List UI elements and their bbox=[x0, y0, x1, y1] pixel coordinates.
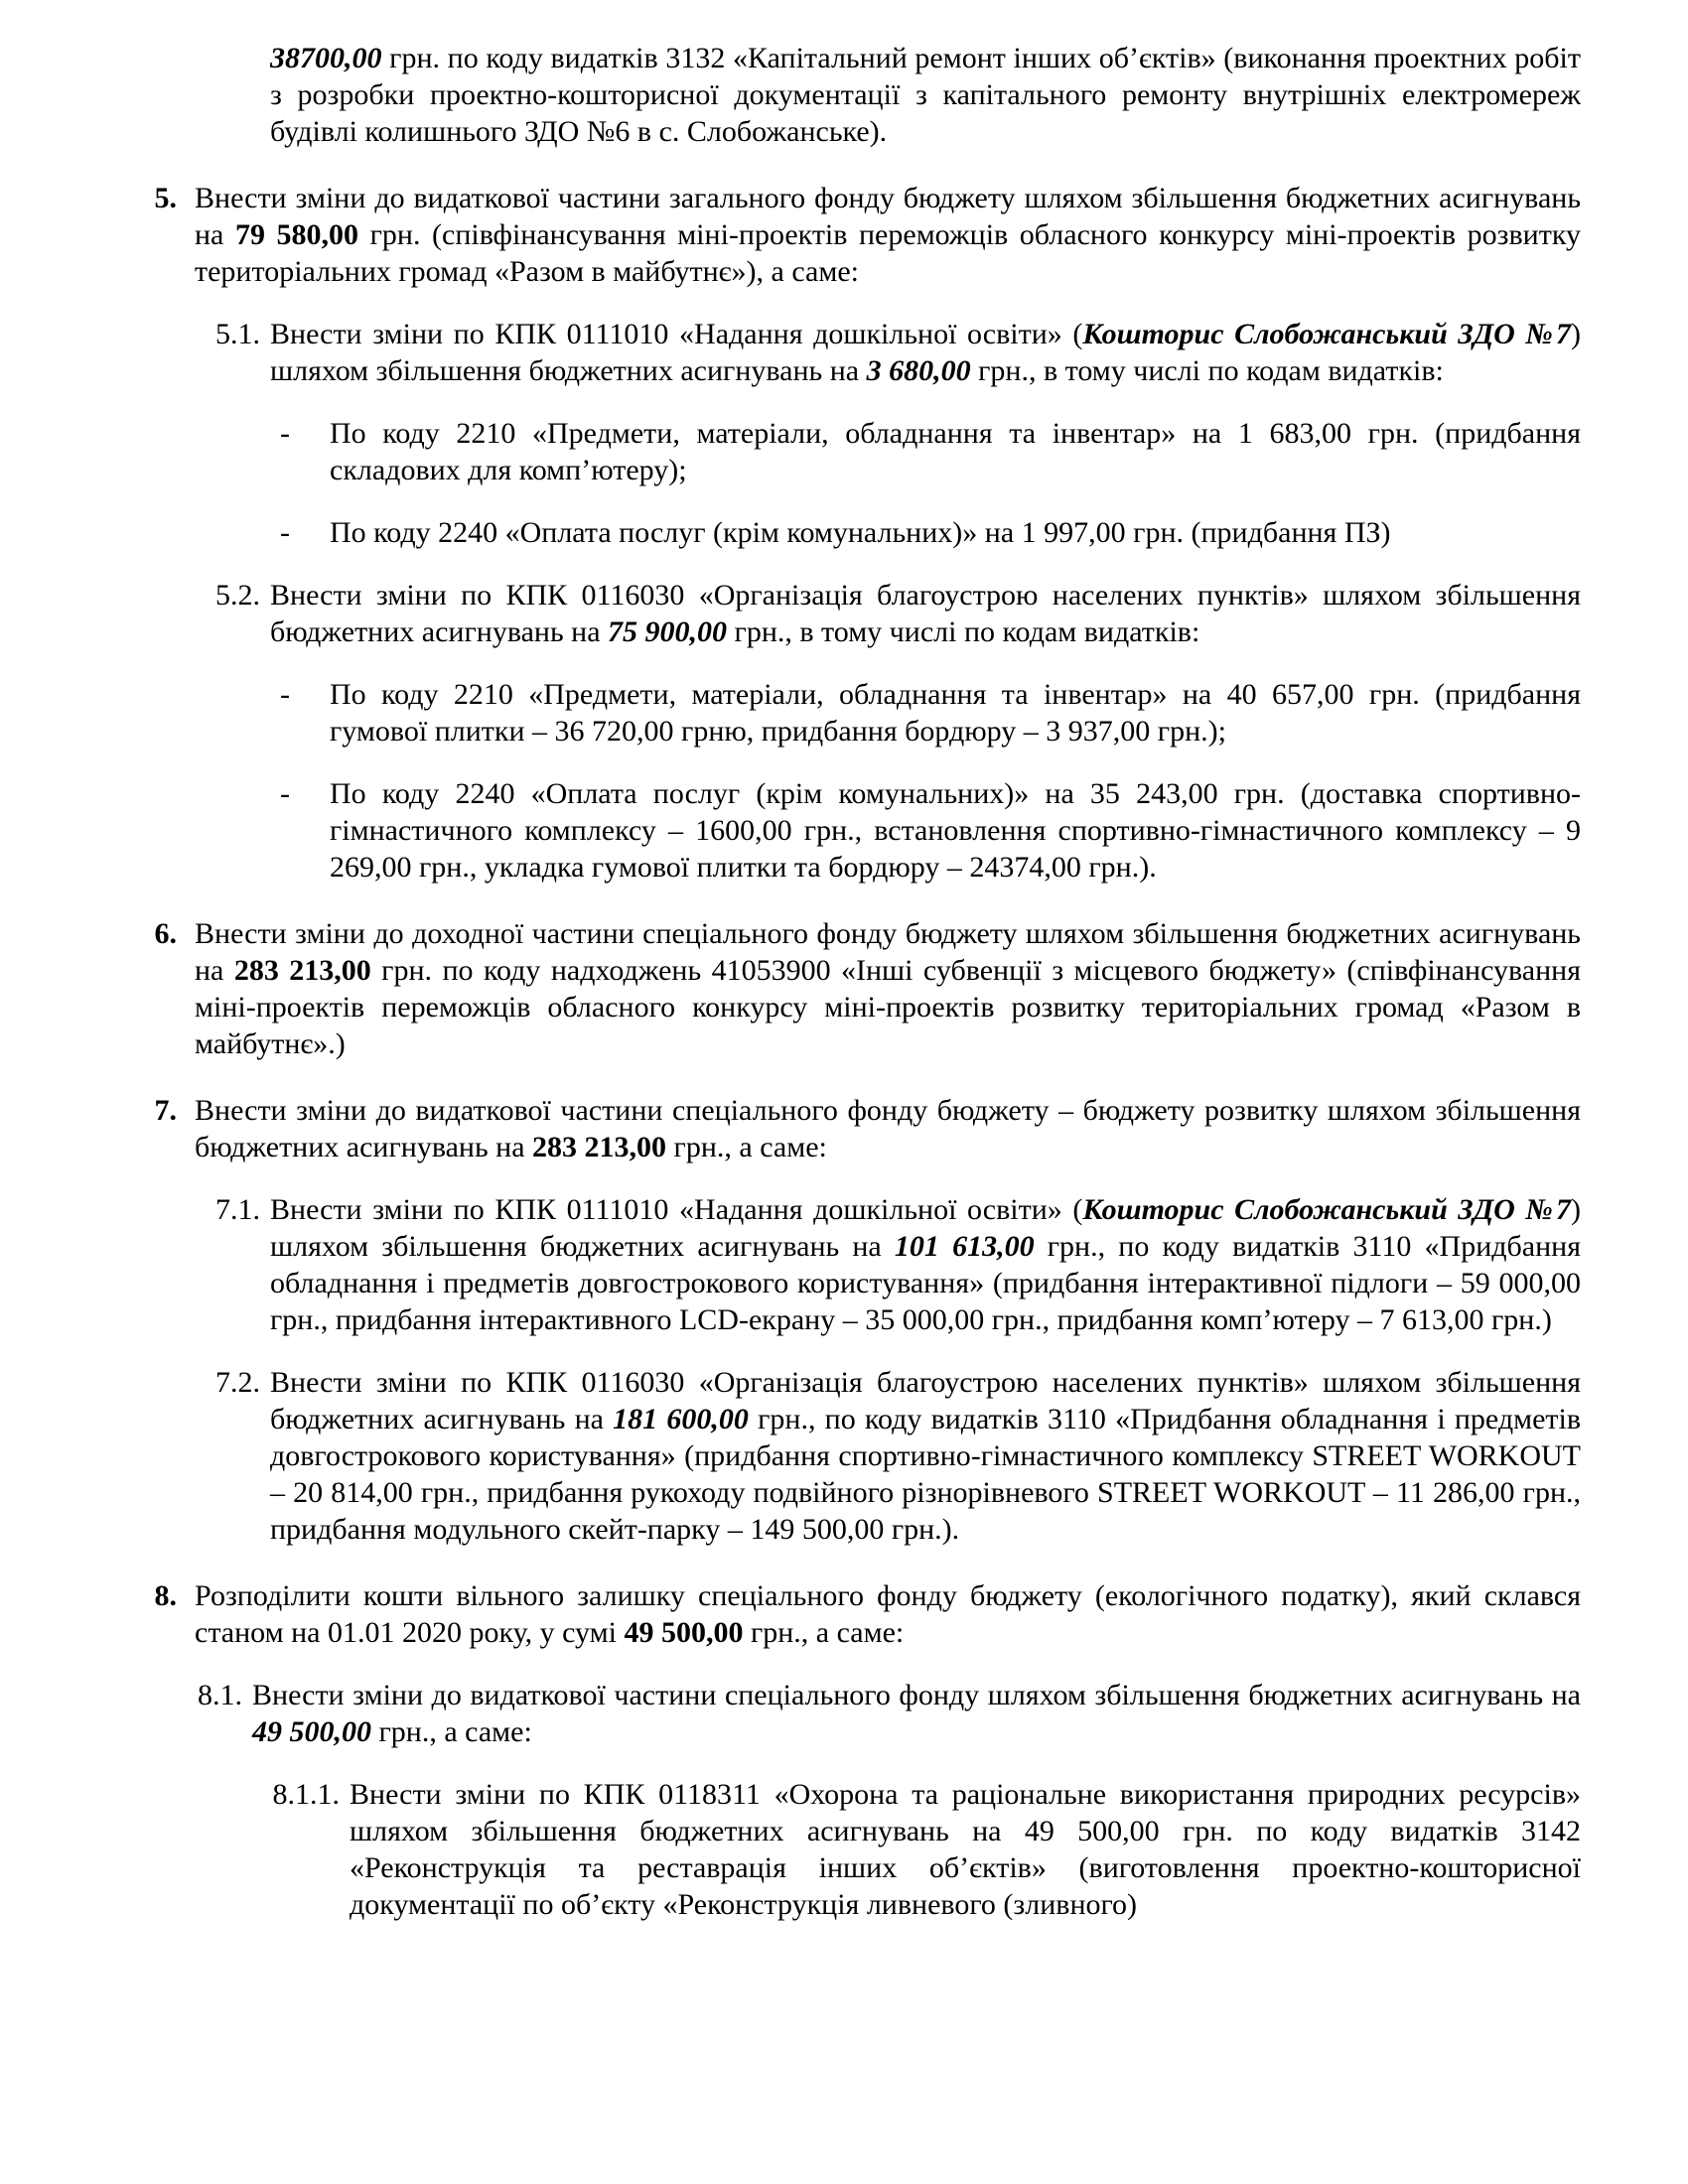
amount: 283 213,00 bbox=[233, 954, 371, 987]
paragraph-text: грн. по коду видатків 3132 «Капітальний ремонт інших об’єктів» (виконання проектних робіт з розробки проектно-кошторисної документації з капітального ремонту внутрішніх електромереж будівлі колишнього ЗДО №6 в с. Слобожанське). bbox=[270, 42, 1581, 148]
item-8-1 bbox=[0, 1677, 1581, 1750]
dash-item bbox=[0, 775, 1581, 886]
item-7-1 bbox=[0, 1191, 1581, 1338]
item-7-2 bbox=[0, 1364, 1581, 1548]
item-text: Внести зміни по КПК 0111010 «Надання дошкільної освіти» (Кошторис Слобожанський ЗДО №7) шляхом збільшення бюджетних асигнувань на 101 613,00 грн., по коду видатків 3110 «Придбання обладнання і предметів довгострокового користування» (придбання інтерактивної підлоги – 59 000,00 грн., придбання інтерактивного LCD-екрану – 35 000,00 грн., придбання комп’ютеру – 7 613,00 грн.) bbox=[270, 1193, 1581, 1336]
item-number: 8. bbox=[154, 1579, 177, 1612]
item-number: 6. bbox=[154, 917, 177, 950]
dash-item bbox=[0, 514, 1581, 551]
dash-text: По коду 2240 «Оплата послуг (крім комунальних)» на 35 243,00 грн. (доставка спортивно-гімнастичного комплексу – 1600,00 грн., встановлення спортивно-гімнастичного комплексу – 9 269,00 грн., укладка гумової плитки та бордюру – 24374,00 грн.). bbox=[330, 777, 1581, 884]
item-5-2 bbox=[0, 577, 1581, 650]
item-5-1 bbox=[0, 316, 1581, 389]
amount: 49 500,00 bbox=[624, 1616, 744, 1649]
amount: 49 500,00 bbox=[252, 1715, 371, 1748]
dash-text: По коду 2210 «Предмети, матеріали, обладнання та інвентар» на 1 683,00 грн. (придбання складових для комп’ютеру); bbox=[330, 417, 1581, 486]
amount: 283 213,00 bbox=[532, 1131, 667, 1163]
item-5 bbox=[0, 180, 1581, 290]
dash-marker: - bbox=[280, 678, 290, 711]
item-text: Внести зміни по КПК 0116030 «Організація благоустрою населених пунктів» шляхом збільшення бюджетних асигнувань на 181 600,00 грн., по коду видатків 3110 «Придбання обладнання і предметів довгострокового користування» (придбання спортивно-гімнастичного комплексу STREET WORKOUT – 20 814,00 грн., придбання рукоходу подвійного різнорівневого STREET WORKOUT – 11 286,00 грн., придбання модульного скейт-парку – 149 500,00 грн.). bbox=[270, 1366, 1582, 1546]
item-number: 7.1. bbox=[215, 1193, 260, 1226]
item-6 bbox=[0, 915, 1581, 1062]
amount: 79 580,00 bbox=[234, 218, 359, 251]
dash-marker: - bbox=[280, 777, 290, 810]
organization: Кошторис Слобожанський ЗДО №7 bbox=[1082, 318, 1571, 350]
amount: 3 680,00 bbox=[866, 354, 971, 387]
item-text: Внести зміни до доходної частини спеціального фонду бюджету шляхом збільшення бюджетних асигнувань на 283 213,00 грн. по коду надходжень 41053900 «Інші субвенції з місцевого бюджету» (співфінансування міні-проектів переможців обласного конкурсу міні-проектів розвитку територіальних громад «Разом в майбутнє».) bbox=[195, 917, 1582, 1060]
item-number: 7.2. bbox=[215, 1366, 260, 1399]
dash-item bbox=[0, 676, 1581, 750]
item-text: Внести зміни до видаткової частини спеціального фонду бюджету – бюджету розвитку шляхом збільшення бюджетних асигнувань на 283 213,00 грн., а саме: bbox=[195, 1094, 1581, 1163]
dash-marker: - bbox=[280, 417, 290, 450]
item-8-1-1 bbox=[0, 1776, 1581, 1923]
dash-text: По коду 2240 «Оплата послуг (крім комунальних)» на 1 997,00 грн. (придбання ПЗ) bbox=[330, 516, 1391, 549]
item-text: Внести зміни до видаткової частини спеціального фонду шляхом збільшення бюджетних асигнувань на 49 500,00 грн., а саме: bbox=[252, 1679, 1581, 1748]
item-text: Внести зміни по КПК 0118311 «Охорона та раціональне використання природних ресурсів» шляхом збільшення бюджетних асигнувань на 49 500,00 грн. по коду видатків 3142 «Реконструкція та реставрація інших об’єктів» (виготовлення проектно-кошторисної документації по об’єкту «Реконструкція ливневого (зливного) bbox=[350, 1778, 1581, 1921]
dash-text: По коду 2210 «Предмети, матеріали, обладнання та інвентар» на 40 657,00 грн. (придбання гумової плитки – 36 720,00 грню, придбання бордюру – 3 937,00 грн.); bbox=[330, 678, 1581, 748]
item-text: Внести зміни до видаткової частини загального фонду бюджету шляхом збільшення бюджетних асигнувань на 79 580,00 грн. (співфінансування міні-проектів переможців обласного конкурсу міні-проектів розвитку територіальних громад «Разом в майбутнє»), а саме: bbox=[195, 182, 1581, 288]
item-text: Розподілити кошти вільного залишку спеціального фонду бюджету (екологічного податку), який склався станом на 01.01 2020 року, у сумі 49 500,00 грн., а саме: bbox=[195, 1579, 1581, 1649]
item-number: 5.2. bbox=[215, 579, 260, 612]
organization: Кошторис Слобожанський ЗДО №7 bbox=[1082, 1193, 1571, 1226]
amount: 75 900,00 bbox=[608, 615, 728, 648]
item-7 bbox=[0, 1092, 1581, 1165]
item-text: Внести зміни по КПК 0111010 «Надання дошкільної освіти» (Кошторис Слобожанський ЗДО №7) шляхом збільшення бюджетних асигнувань на 3 680,00 грн., в тому числі по кодам видатків: bbox=[270, 318, 1581, 387]
item-8 bbox=[0, 1577, 1581, 1651]
item-number: 5. bbox=[154, 182, 177, 214]
amount: 101 613,00 bbox=[894, 1230, 1035, 1263]
item-text: Внести зміни по КПК 0116030 «Організація благоустрою населених пунктів» шляхом збільшення бюджетних асигнувань на 75 900,00 грн., в тому числі по кодам видатків: bbox=[270, 579, 1581, 648]
continuation-paragraph bbox=[270, 40, 1581, 150]
dash-marker: - bbox=[280, 516, 290, 549]
amount: 38700,00 bbox=[270, 42, 382, 74]
item-number: 8.1.1. bbox=[272, 1778, 340, 1811]
item-number: 8.1. bbox=[198, 1679, 242, 1711]
item-number: 5.1. bbox=[215, 318, 260, 350]
item-number: 7. bbox=[154, 1094, 177, 1127]
dash-item bbox=[0, 415, 1581, 488]
amount: 181 600,00 bbox=[613, 1403, 749, 1435]
